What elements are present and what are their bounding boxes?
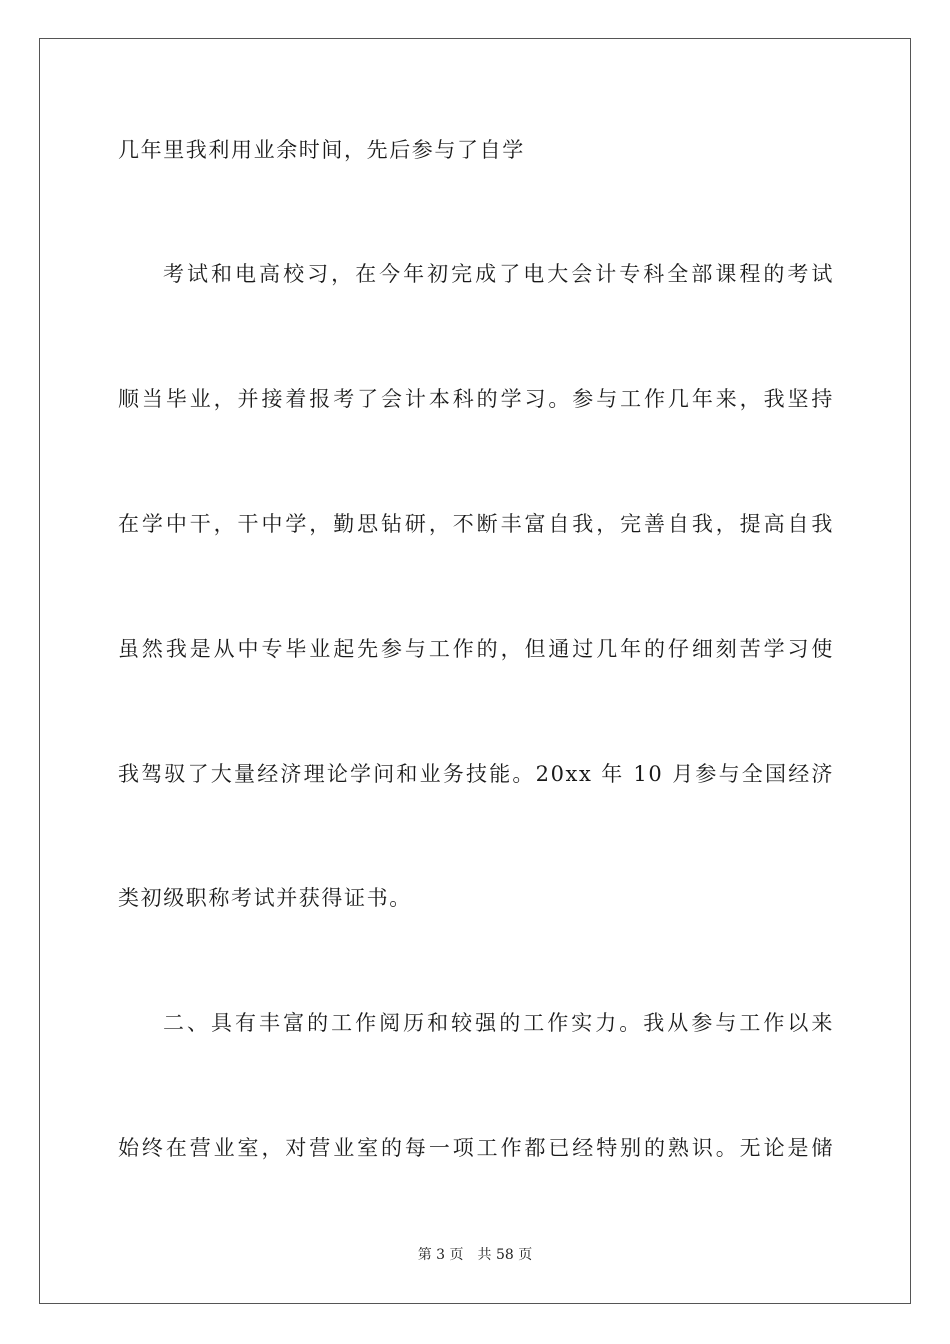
text-line-9: 始终在营业室，对营业室的每一项工作都已经特别的熟识。无论是储	[118, 1136, 834, 1160]
page-footer	[0, 1246, 950, 1264]
page-border	[39, 38, 911, 1304]
text-line-4: 在学中干，干中学，勤思钻研，不断丰富自我，完善自我，提高自我	[118, 512, 834, 536]
text-line-3: 顺当毕业，并接着报考了会计本科的学习。参与工作几年来，我坚持	[118, 387, 834, 411]
text-line-6: 我驾驭了大量经济理论学问和业务技能。20xx 年 10 月参与全国经济	[118, 762, 834, 786]
page-total: 共 58 页	[477, 1247, 533, 1263]
page-number: 第 3 页	[417, 1247, 464, 1263]
text-line-7: 类初级职称考试并获得证书。	[118, 886, 412, 910]
text-line-5: 虽然我是从中专毕业起先参与工作的，但通过几年的仔细刻苦学习使	[118, 637, 834, 661]
text-line-2: 考试和电高校习，在今年初完成了电大会计专科全部课程的考试	[163, 262, 834, 286]
text-line-8: 二、具有丰富的工作阅历和较强的工作实力。我从参与工作以来	[163, 1011, 834, 1035]
text-line-1: 几年里我利用业余时间，先后参与了自学	[118, 138, 525, 162]
